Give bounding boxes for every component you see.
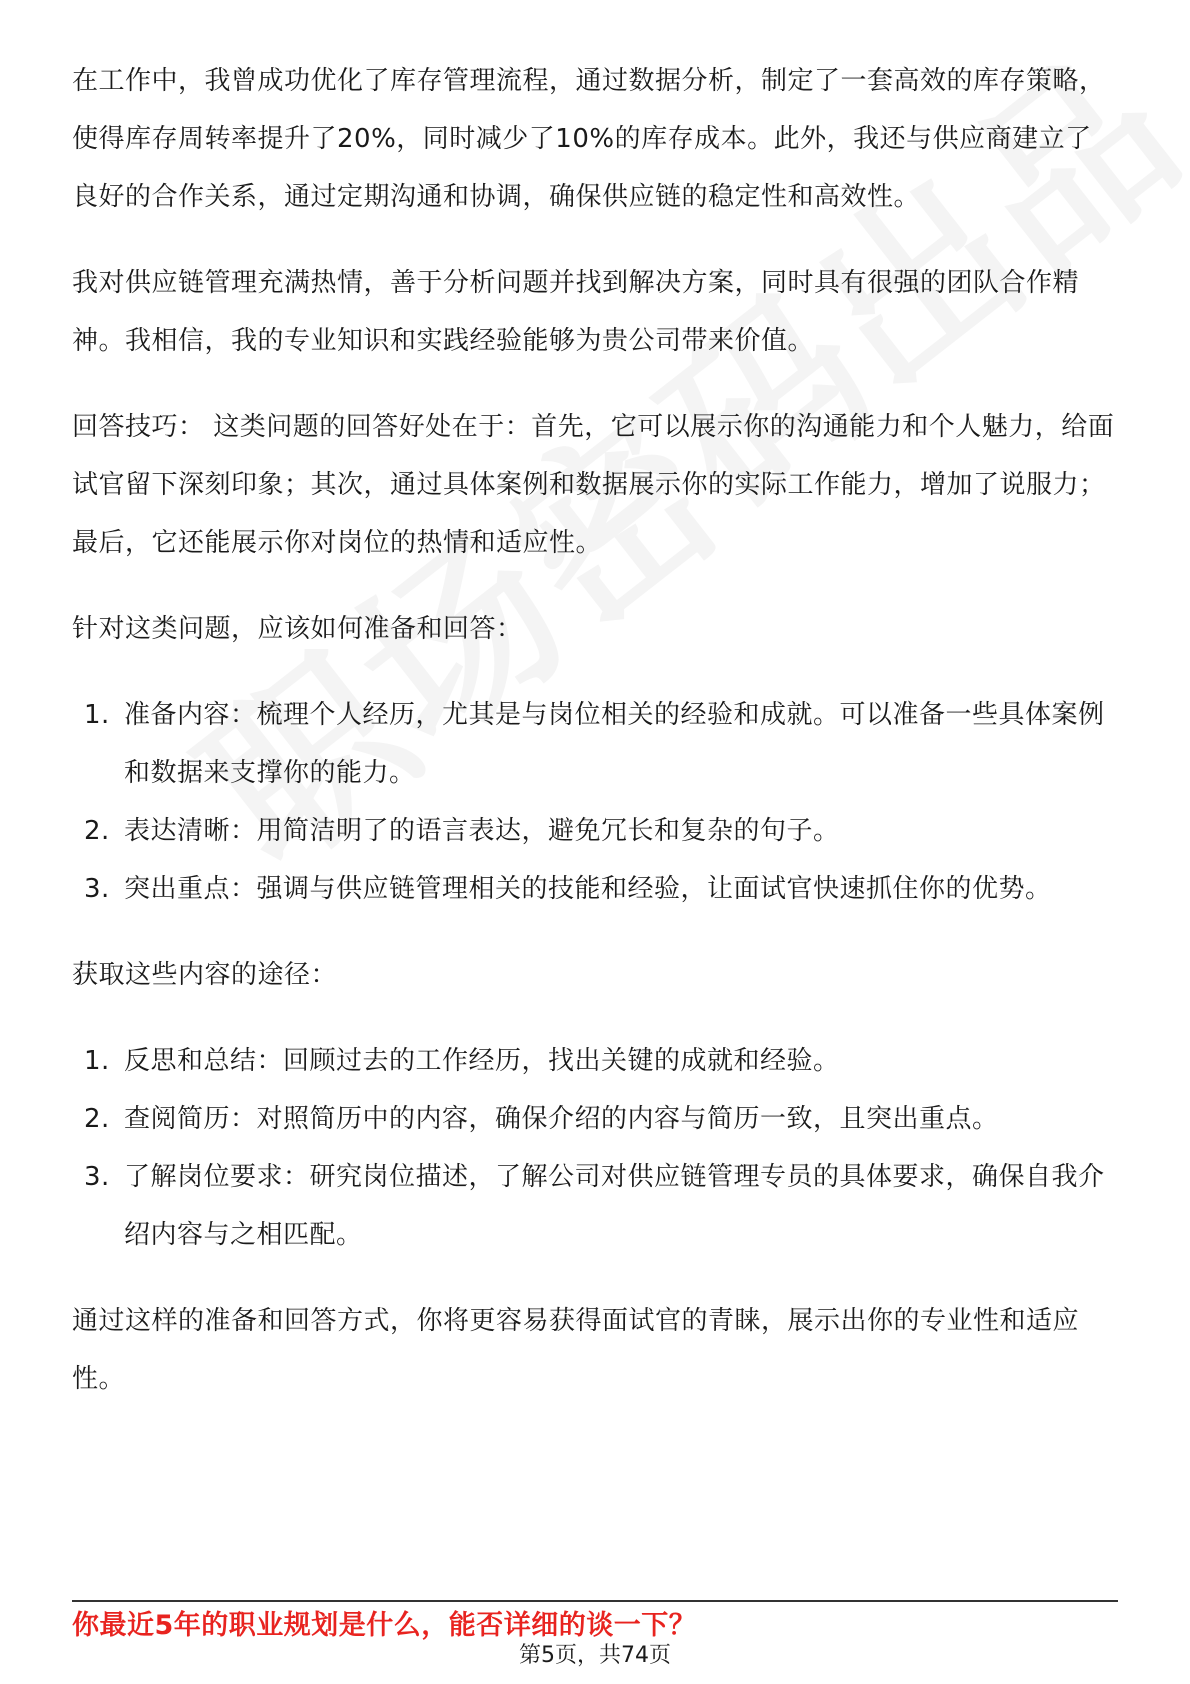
page-content bbox=[72, 52, 1118, 1436]
list-number: 2. bbox=[84, 816, 110, 846]
list-item-text: 表达清晰：用简洁明了的语言表达，避免冗长和复杂的句子。 bbox=[124, 816, 840, 846]
list-item bbox=[72, 802, 1118, 860]
section-divider bbox=[72, 1600, 1118, 1602]
list-item bbox=[72, 1148, 1118, 1264]
list-item-text: 准备内容：梳理个人经历，尤其是与岗位相关的经验和成就。可以准备一些具体案例和数据来支撑你的能力。 bbox=[124, 700, 1105, 788]
paragraph-sources: 获取这些内容的途径： bbox=[72, 960, 338, 990]
list-item bbox=[72, 1090, 1118, 1148]
list-item-text: 查阅简历：对照简历中的内容，确保介绍的内容与简历一致，且突出重点。 bbox=[124, 1104, 999, 1134]
paragraph-how-to-prepare: 针对这类问题，应该如何准备和回答： bbox=[72, 614, 523, 644]
list-number: 1. bbox=[84, 1046, 110, 1076]
preparation-list bbox=[72, 686, 1118, 918]
list-number: 3. bbox=[84, 874, 110, 904]
page-number: 第5页，共74页 bbox=[519, 1643, 671, 1668]
list-number: 1. bbox=[84, 700, 110, 730]
list-number: 2. bbox=[84, 1104, 110, 1134]
list-item-text: 反思和总结：回顾过去的工作经历，找出关键的成就和经验。 bbox=[124, 1046, 840, 1076]
next-question-heading: 你最近5年的职业规划是什么，能否详细的谈一下？ bbox=[72, 1610, 697, 1641]
paragraph-conclusion: 通过这样的准备和回答方式，你将更容易获得面试官的青睐，展示出你的专业性和适应性。 bbox=[72, 1306, 1080, 1394]
list-item bbox=[72, 860, 1118, 918]
list-item bbox=[72, 1032, 1118, 1090]
paragraph-passion: 我对供应链管理充满热情，善于分析问题并找到解决方案，同时具有很强的团队合作精神。我相信，我的专业知识和实践经验能够为贵公司带来价值。 bbox=[72, 268, 1080, 356]
paragraph-answer-tips: 回答技巧： 这类问题的回答好处在于：首先，它可以展示你的沟通能力和个人魅力，给面试官留下深刻印象；其次，通过具体案例和数据展示你的实际工作能力，增加了说服力；最后，它还能展示你对岗位的热情和适应性。 bbox=[72, 412, 1115, 558]
sources-list bbox=[72, 1032, 1118, 1264]
paragraph-experience: 在工作中，我曾成功优化了库存管理流程，通过数据分析，制定了一套高效的库存策略，使得库存周转率提升了20%，同时减少了10%的库存成本。此外，我还与供应商建立了良好的合作关系，通过定期沟通和协调，确保供应链的稳定性和高效性。 bbox=[72, 66, 1106, 212]
list-item-text: 突出重点：强调与供应链管理相关的技能和经验，让面试官快速抓住你的优势。 bbox=[124, 874, 1052, 904]
list-number: 3. bbox=[84, 1162, 110, 1192]
list-item-text: 了解岗位要求：研究岗位描述，了解公司对供应链管理专员的具体要求，确保自我介绍内容与之相匹配。 bbox=[124, 1162, 1105, 1250]
list-item bbox=[72, 686, 1118, 802]
